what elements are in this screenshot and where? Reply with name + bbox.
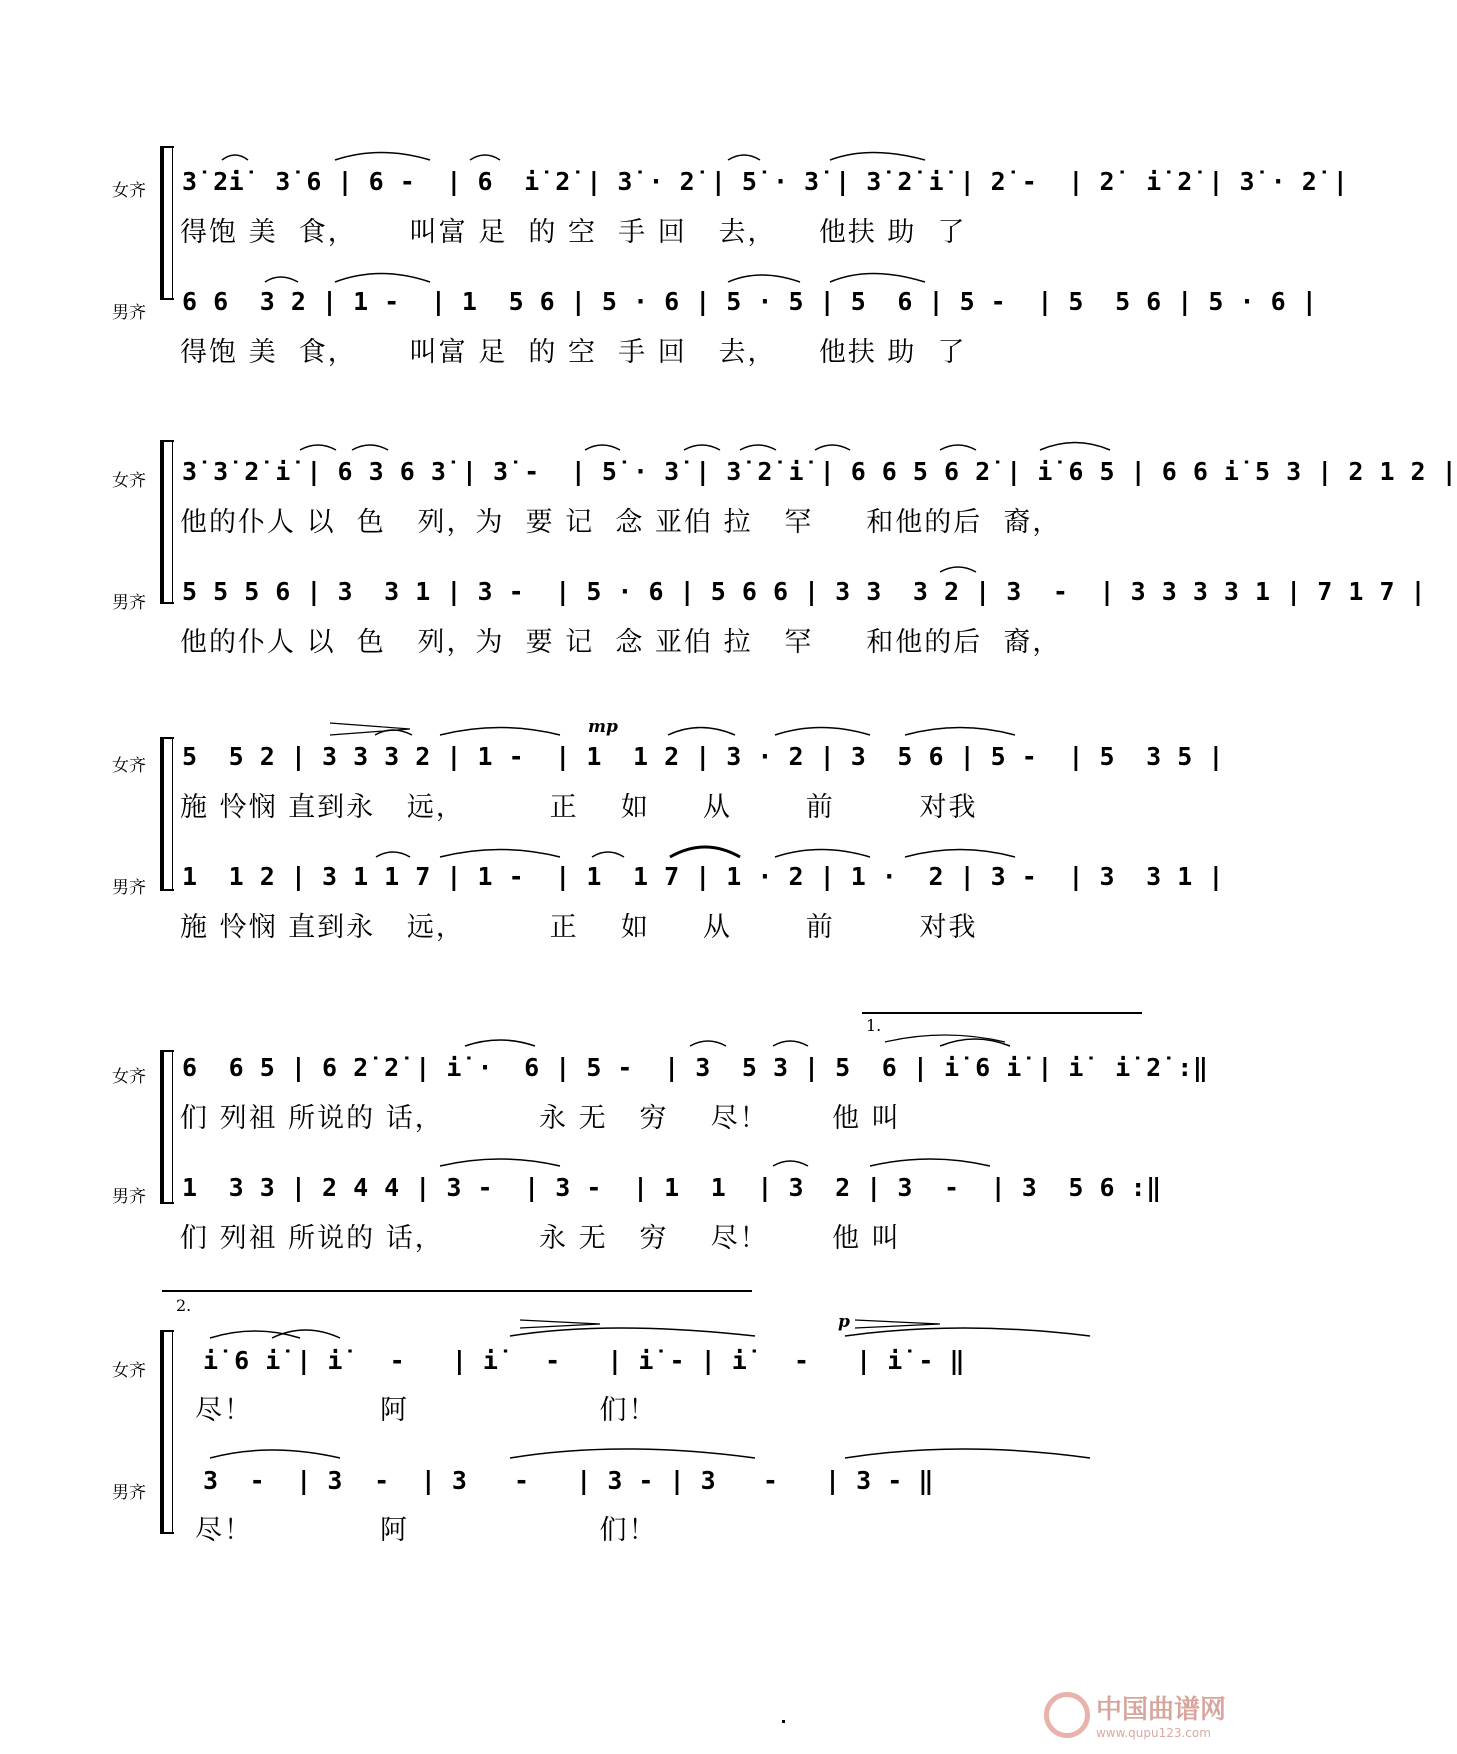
female-notes: 5 5 2 | 3 3 3 2 | 1 - | 1 1 2 | 3 · 2 | 3 5 6 | 5 - | 5 3 5 | xyxy=(182,742,1224,771)
system-bracket xyxy=(160,1330,174,1534)
system-bracket xyxy=(160,737,174,891)
male-lyrics: 们 列祖 所说的 话， 永 无 穷 尽！ 他 叫 xyxy=(180,1223,901,1254)
male-lyrics: 他的仆人 以 色 列，为 要 记 念 亚伯 拉 罕 和他的后 裔， xyxy=(180,627,1062,658)
male-lyrics: 得饱 美 食， 叫富 足 的 空 手 回 去， 他扶 助 了 xyxy=(180,337,967,368)
second-ending-bracket xyxy=(162,1290,752,1292)
female-part-label: 女齐 xyxy=(112,471,146,491)
watermark-url: www.qupu123.com xyxy=(1095,1726,1211,1740)
male-part-label: 男齐 xyxy=(112,1483,146,1503)
male-notes: 1 3 3 | 2 4 4 | 3 - | 3 - | 1 1 | 3 2 | 3 - | 3 5 6 :‖ xyxy=(182,1173,1162,1202)
female-lyrics: 施 怜悯 直到永 远， 正 如 从 前 对我 xyxy=(180,792,978,823)
female-part-label: 女齐 xyxy=(112,1361,146,1381)
score-system-2 xyxy=(0,420,1457,658)
male-notes: 6 6 3 2 | 1 - | 1 5 6 | 5 · 6 | 5 · 5 | 5 6 | 5 - | 5 5 6 | 5 · 6 | xyxy=(182,287,1318,316)
first-ending-label: 1. xyxy=(866,1016,882,1035)
system-bracket xyxy=(160,1050,174,1204)
dynamic-marking: mp xyxy=(588,717,618,737)
female-notes: i̇ 6 i̇ | i̇ - | i̇ - | i̇ - | i̇ - | i̇ - ‖ xyxy=(203,1346,966,1375)
male-lyrics: 施 怜悯 直到永 远， 正 如 从 前 对我 xyxy=(180,912,978,943)
female-lyrics: 得饱 美 食， 叫富 足 的 空 手 回 去， 他扶 助 了 xyxy=(180,217,967,248)
male-part-label: 男齐 xyxy=(112,593,146,613)
female-lyrics: 们 列祖 所说的 话， 永 无 穷 尽！ 他 叫 xyxy=(180,1103,901,1134)
male-notes: 1 1 2 | 3 1 1 7 | 1 - | 1 1 7 | 1 · 2 | 1 · 2 | 3 - | 3 3 1 | xyxy=(182,862,1224,891)
score-system-1 xyxy=(0,130,1349,368)
male-notes: 3 - | 3 - | 3 - | 3 - | 3 - | 3 - ‖ xyxy=(203,1466,934,1495)
score-system-4 xyxy=(0,1010,1240,1254)
female-notes: 6 6 5 | 6 2̇ 2̇ | i̇ · 6 | 5 - | 3 5 3 | 5 6 | i̇ 6 i̇ | i̇ i̇ 2̇ :‖ xyxy=(182,1053,1209,1082)
first-ending-bracket xyxy=(862,1012,1142,1014)
watermark-name: 中国曲谱网 xyxy=(1095,1695,1226,1725)
male-notes: 5 5 5 6 | 3 3 1 | 3 - | 5 · 6 | 5 6 6 | 3 3 3 2 | 3 - | 3 3 3 3 1 | 7 1 7 | xyxy=(182,577,1427,606)
system-bracket xyxy=(160,440,174,604)
site-watermark xyxy=(1044,1689,1226,1740)
male-part-label: 男齐 xyxy=(112,878,146,898)
male-part-label: 男齐 xyxy=(112,1187,146,1207)
female-lyrics: 他的仆人 以 色 列，为 要 记 念 亚伯 拉 罕 和他的后 裔， xyxy=(180,507,1062,538)
score-system-3 xyxy=(0,705,1240,943)
female-part-label: 女齐 xyxy=(112,756,146,776)
qupu-logo-icon xyxy=(1044,1692,1090,1738)
female-part-label: 女齐 xyxy=(112,181,146,201)
system-bracket xyxy=(160,146,174,300)
score-system-5 xyxy=(0,1290,1240,1550)
page-dot xyxy=(782,1720,785,1723)
male-lyrics: 尽！ 阿 们！ xyxy=(195,1515,658,1546)
female-lyrics: 尽！ 阿 们！ xyxy=(195,1395,658,1426)
dynamic-marking: p xyxy=(838,1312,850,1332)
female-notes: 3̇ 3̇ 2̇ i̇ | 6 3 6 3̇ | 3̇ - | 5̇ · 3̇ | 3̇ 2̇ i̇ | 6 6 5 6 2̇ | i̇ 6 5 | 6 6 i̇ 5 3 | 2 1 2 | xyxy=(182,457,1457,486)
second-ending-label: 2. xyxy=(176,1296,192,1315)
male-part-label: 男齐 xyxy=(112,303,146,323)
female-notes: 3̇ 2̇i̇ 3̇ 6 | 6 - | 6 i̇ 2̇ | 3̇ · 2̇ | 5̇ · 3̇ | 3̇ 2̇ i̇ | 2̇ - | 2̇ i̇ 2̇ | 3̇ · 2̇ | xyxy=(182,167,1349,196)
female-part-label: 女齐 xyxy=(112,1067,146,1087)
